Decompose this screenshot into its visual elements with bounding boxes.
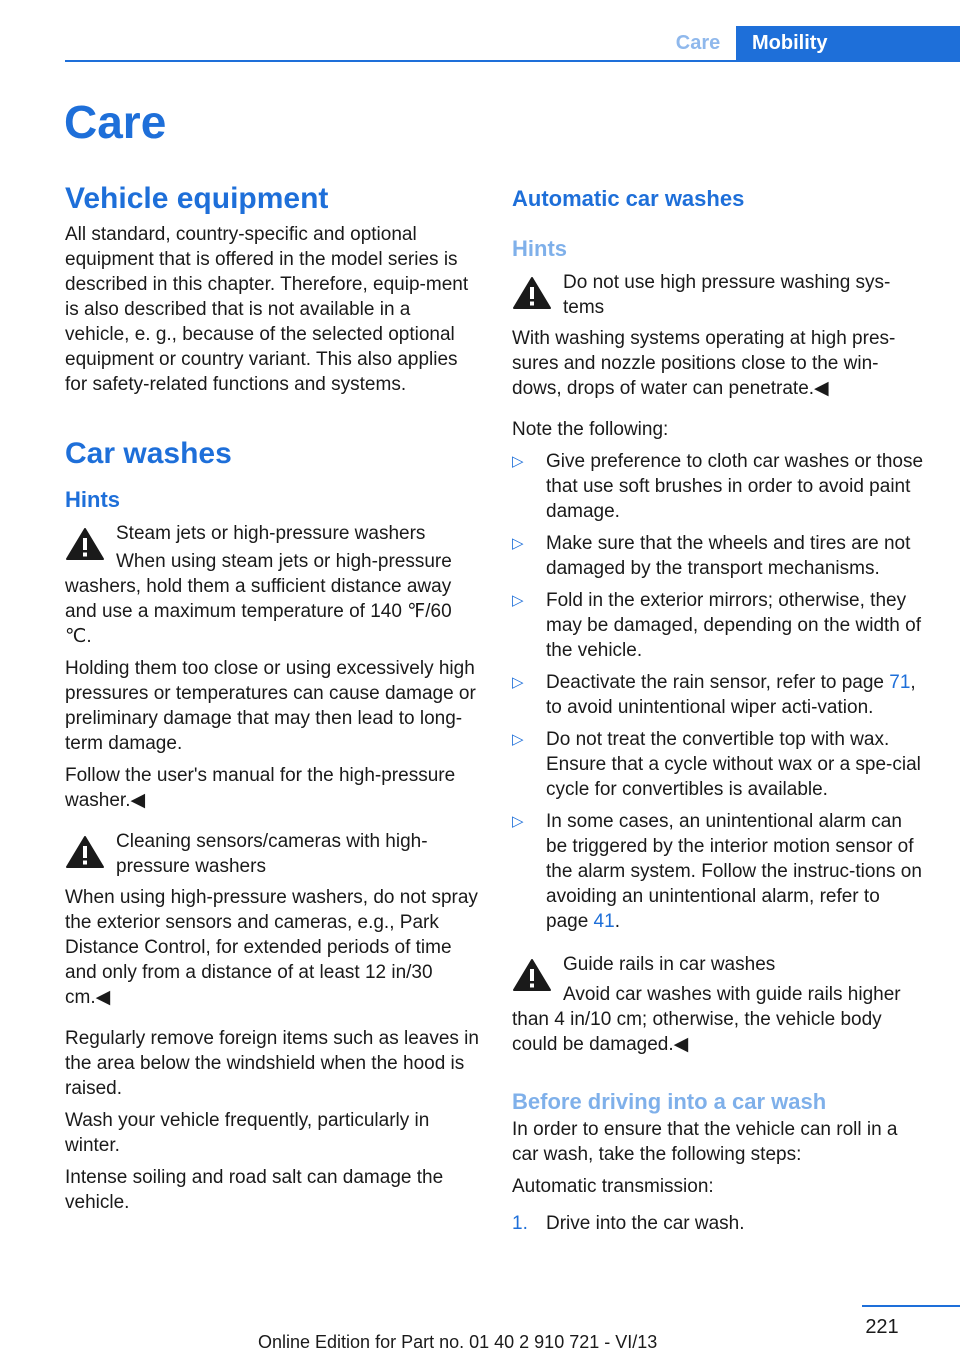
page-link-41[interactable]: 41: [593, 911, 615, 932]
footer-rule: [862, 1305, 960, 1307]
tab-mobility[interactable]: Mobility: [736, 26, 960, 62]
warning-title: Do not use high pressure washing sys-tems: [563, 272, 891, 318]
list-item: 1. Drive into the car wash.: [512, 1213, 745, 1234]
car-wash-checklist: [512, 449, 926, 934]
page-title: Care: [64, 96, 167, 148]
warning-icon: [512, 958, 552, 992]
warning-icon: [65, 835, 105, 869]
list-item: ▷ Do not treat the convertible top with wax. Ensure that a cycle without wax or a spe-cial cycle for convertibles is available.: [512, 729, 921, 800]
warning-text: When using high-pressure washers, do not spray the exterior sensors and cameras, e.g., Park Distance Control, for extended periods of time and only from a distance of at least 12 in/30 cm.◀: [65, 887, 478, 1008]
list-item: ▷ Deactivate the rain sensor, refer to page 71, to avoid unintentional wiper acti-vation.: [512, 672, 916, 718]
warning-title: Cleaning sensors/cameras with high-pressure washers: [116, 831, 428, 877]
paragraph: Intense soiling and road salt can damage the vehicle.: [65, 1167, 444, 1213]
warning-cleaning-sensors: [65, 829, 479, 879]
warning-text: When using steam jets or high-pressure washers, hold them a sufficient distance away and use a maximum temperature of 140 ℉/60 ℃.: [65, 551, 452, 647]
triangle-bullet-icon: ▷: [512, 535, 524, 552]
paragraph: Automatic transmission:: [512, 1176, 714, 1197]
list-item: ▷ In some cases, an unintentional alarm can be triggered by the interior motion sensor of the alarm system. Follow the instruc-tions on avoiding an unintentional alarm, refer to page 41.: [512, 811, 922, 932]
vehicle-equipment-text: All standard, country-specific and optional equipment that is offered in the model series is described in this chapter. Therefore, equip-ment is also described that is not available in a vehicle, e. g., because of the selected optional equipment or country variant. This also applies for safety-related functions and systems.: [65, 224, 469, 395]
warning-title: Steam jets or high-pressure washers: [116, 523, 426, 544]
warning-guide-rails: [512, 952, 926, 996]
note-text: Note the following:: [512, 419, 669, 440]
warning-steam-jets: [65, 521, 479, 565]
paragraph: Follow the user's manual for the high-pressure washer.◀: [65, 765, 456, 811]
right-column: [512, 184, 926, 1236]
edition-text: Online Edition for Part no. 01 40 2 910 721 - VI/13: [258, 1332, 658, 1352]
warning-text: With washing systems operating at high pres-sures and nozzle positions close to the win-dows, drops of water can penetrate.◀: [512, 328, 896, 399]
triangle-bullet-icon: ▷: [512, 731, 524, 748]
paragraph: In order to ensure that the vehicle can roll in a car wash, take the following steps:: [512, 1119, 898, 1165]
triangle-bullet-icon: ▷: [512, 453, 524, 470]
warning-icon: [65, 527, 105, 561]
triangle-bullet-icon: ▷: [512, 674, 524, 691]
warning-title: Guide rails in car washes: [563, 954, 776, 975]
steps-list: [512, 1211, 926, 1236]
paragraph: Holding them too close or using excessively high pressures or temperatures can cause damage or preliminary damage that may then lead to long-term damage.: [65, 658, 476, 754]
paragraph: Wash your vehicle frequently, particularly in winter.: [65, 1110, 430, 1156]
tab-care[interactable]: Care: [675, 32, 721, 54]
triangle-bullet-icon: ▷: [512, 813, 524, 830]
page-link-71[interactable]: 71: [889, 672, 911, 693]
left-column: [65, 180, 479, 1222]
car-washes-heading: Car washes: [65, 437, 232, 470]
vehicle-equipment-heading: Vehicle equipment: [65, 182, 329, 215]
triangle-bullet-icon: ▷: [512, 592, 524, 609]
hints-heading: Hints: [512, 236, 567, 261]
header-rule: [65, 60, 960, 62]
hints-heading: Hints: [65, 487, 120, 512]
list-item: ▷ Give preference to cloth car washes or those that use soft brushes in order to avoid paint damage.: [512, 451, 924, 522]
warning-text: Avoid car washes with guide rails higher than 4 in/10 cm; otherwise, the vehicle body could be damaged.◀: [512, 984, 901, 1055]
page-number: 221: [865, 1316, 899, 1338]
paragraph: Regularly remove foreign items such as leaves in the area below the windshield when the hood is raised.: [65, 1028, 479, 1099]
list-item: ▷ Fold in the exterior mirrors; otherwise, they may be damaged, depending on the width of the vehicle.: [512, 590, 921, 661]
warning-high-pressure: [512, 270, 926, 320]
list-item: ▷ Make sure that the wheels and tires are not damaged by the transport mechanisms.: [512, 533, 911, 579]
warning-icon: [512, 276, 552, 310]
automatic-car-washes-heading: Automatic car washes: [512, 186, 745, 211]
before-car-wash-heading: Before driving into a car wash: [512, 1089, 827, 1114]
